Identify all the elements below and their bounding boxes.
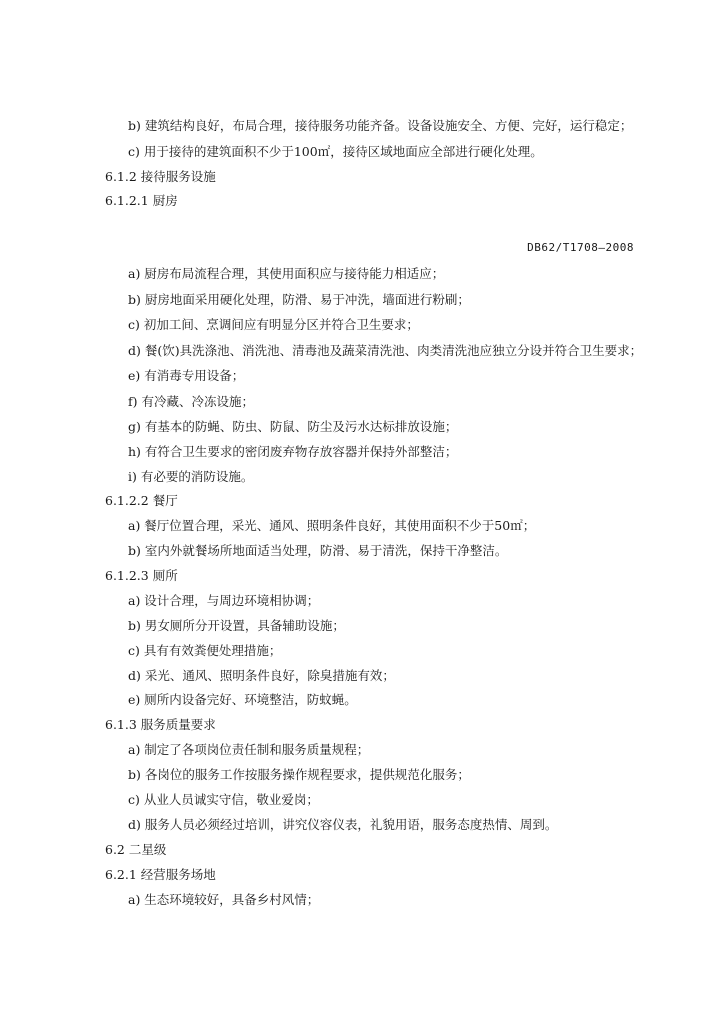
clause-item: b) 室内外就餐场所地面适当处理，防滑、易于清洗，保持干净整洁。 — [128, 543, 508, 558]
clause-item: a) 厨房布局流程合理，其使用面积应与接待能力相适应； — [128, 266, 445, 281]
clause-item: d) 采光、通风、照明条件良好，除臭措施有效； — [128, 668, 395, 683]
section-heading: 6.1.3 服务质量要求 — [105, 717, 216, 732]
clause-item: c) 初加工间、烹调间应有明显分区并符合卫生要求； — [128, 317, 419, 332]
clause-item: b) 男女厕所分开设置，具备辅助设施； — [128, 618, 345, 633]
clause-item: c) 具有有效粪便处理措施； — [128, 643, 282, 658]
clause-item: a) 餐厅位置合理，采光、通风、照明条件良好，其使用面积不少于50㎡； — [128, 518, 536, 533]
clause-item: d) 餐(饮)具洗涤池、消洗池、清毒池及蔬菜清洗池、肉类清洗池应独立分设并符合卫生要求； — [128, 343, 643, 358]
clause-item: h) 有符合卫生要求的密闭废弃物存放容器并保持外部整洁； — [128, 444, 458, 459]
section-heading: 6.1.2.1 厨房 — [105, 193, 178, 208]
clause-item: e) 有消毒专用设备； — [128, 368, 245, 383]
section-heading: 6.1.2 接待服务设施 — [105, 169, 216, 184]
section-heading: 6.2 二星级 — [105, 842, 167, 857]
clause-item: g) 有基本的防蝇、防虫、防鼠、防尘及污水达标排放设施； — [128, 419, 458, 434]
clause-item: b) 厨房地面采用硬化处理，防滑、易于冲洗，墙面进行粉刷； — [128, 292, 470, 307]
section-heading: 6.1.2.2 餐厅 — [105, 493, 178, 508]
section-heading: 6.1.2.3 厕所 — [105, 568, 178, 583]
clause-item: f) 有冷藏、冷冻设施； — [128, 394, 254, 409]
clause-item: a) 设计合理，与周边环境相协调； — [128, 593, 320, 608]
clause-item: a) 生态环境较好，具备乡村风情； — [128, 892, 320, 907]
clause-item: c) 从业人员诚实守信，敬业爱岗； — [128, 792, 319, 807]
clause-item: c) 用于接待的建筑面积不少于100㎡，接待区域地面应全部进行硬化处理。 — [128, 144, 543, 159]
clause-item: b) 各岗位的服务工作按服务操作规程要求，提供规范化服务； — [128, 767, 470, 782]
clause-item: e) 厕所内设备完好、环境整洁，防蚊蝇。 — [128, 692, 357, 707]
clause-item: a) 制定了各项岗位责任制和服务质量规程； — [128, 742, 370, 757]
clause-item: d) 服务人员必须经过培训，讲究仪容仪表，礼貌用语，服务态度热情、周到。 — [128, 817, 558, 832]
document-code: DB62/T1708—2008 — [527, 241, 634, 254]
clause-item: b) 建筑结构良好，布局合理，接待服务功能齐备。设备设施安全、方便、完好，运行稳定； — [128, 118, 633, 133]
clause-item: i) 有必要的消防设施。 — [128, 469, 254, 484]
section-heading: 6.2.1 经营服务场地 — [105, 867, 216, 882]
